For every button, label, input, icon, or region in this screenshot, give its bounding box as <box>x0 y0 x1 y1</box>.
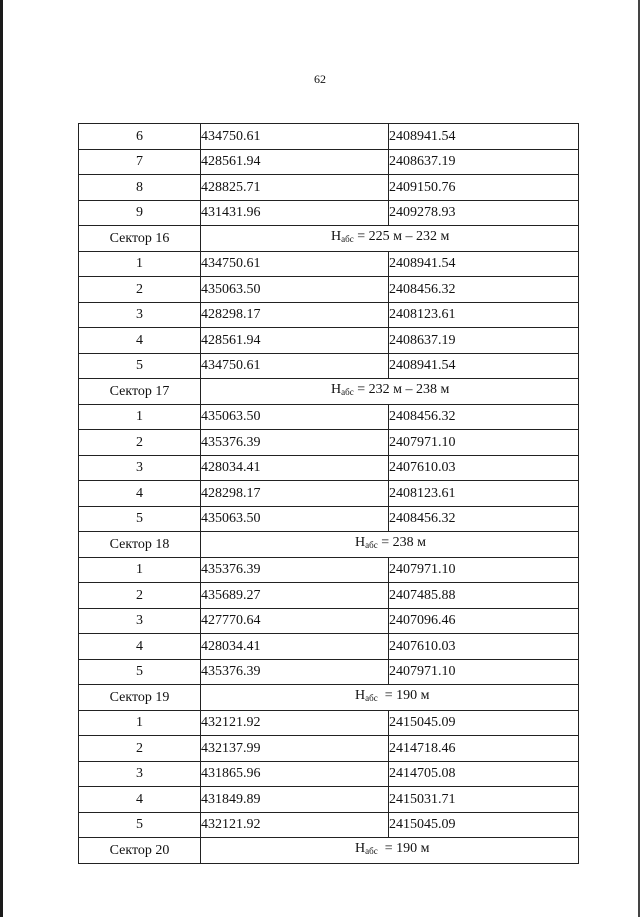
x-coordinate-cell: 434750.61 <box>201 124 389 150</box>
x-coordinate-cell: 435063.50 <box>201 506 389 532</box>
y-coordinate-cell: 2407971.10 <box>389 557 579 583</box>
table-row <box>79 302 579 328</box>
altitude-symbol: Н <box>331 381 342 397</box>
altitude-symbol: Н <box>355 687 366 703</box>
table-row <box>79 736 579 762</box>
x-coordinate-cell: 428034.41 <box>201 455 389 481</box>
table-row <box>79 761 579 787</box>
altitude-subscript: абс <box>365 539 378 550</box>
point-number-cell: 4 <box>79 787 201 813</box>
y-coordinate-cell: 2408456.32 <box>389 506 579 532</box>
point-number-cell: 5 <box>79 812 201 838</box>
y-coordinate-cell: 2408941.54 <box>389 353 579 379</box>
x-coordinate-cell: 428298.17 <box>201 302 389 328</box>
point-number-cell: 4 <box>79 481 201 507</box>
coordinates-table <box>78 123 579 864</box>
point-number-cell: 6 <box>79 124 201 150</box>
sector-row <box>79 838 579 864</box>
table-row <box>79 251 579 277</box>
altitude-subscript: абс <box>365 845 378 856</box>
sector-label-cell: Сектор 16 <box>79 226 201 252</box>
x-coordinate-cell: 435376.39 <box>201 430 389 456</box>
altitude-value: = 190 м <box>377 687 430 703</box>
x-coordinate-cell: 435376.39 <box>201 557 389 583</box>
altitude-subscript: абс <box>341 233 354 244</box>
table-row <box>79 608 579 634</box>
x-coordinate-cell: 428561.94 <box>201 149 389 175</box>
x-coordinate-cell: 435063.50 <box>201 404 389 430</box>
point-number-cell: 9 <box>79 200 201 226</box>
y-coordinate-cell: 2408456.32 <box>389 277 579 303</box>
coordinates-table-body <box>79 124 579 864</box>
sector-row <box>79 685 579 711</box>
y-coordinate-cell: 2407096.46 <box>389 608 579 634</box>
altitude-subscript: абс <box>341 386 354 397</box>
point-number-cell: 2 <box>79 277 201 303</box>
sector-label-cell: Сектор 18 <box>79 532 201 558</box>
point-number-cell: 1 <box>79 557 201 583</box>
altitude-range-cell <box>201 226 579 252</box>
point-number-cell: 4 <box>79 634 201 660</box>
x-coordinate-cell: 431849.89 <box>201 787 389 813</box>
y-coordinate-cell: 2409150.76 <box>389 175 579 201</box>
point-number-cell: 3 <box>79 761 201 787</box>
table-row <box>79 328 579 354</box>
x-coordinate-cell: 434750.61 <box>201 251 389 277</box>
x-coordinate-cell: 435689.27 <box>201 583 389 609</box>
table-row <box>79 200 579 226</box>
altitude-value: = 232 м – 238 м <box>353 381 450 397</box>
sector-label-cell: Сектор 20 <box>79 838 201 864</box>
point-number-cell: 8 <box>79 175 201 201</box>
x-coordinate-cell: 428034.41 <box>201 634 389 660</box>
table-row <box>79 710 579 736</box>
y-coordinate-cell: 2408941.54 <box>389 124 579 150</box>
altitude-range-cell <box>201 379 579 405</box>
table-row <box>79 430 579 456</box>
y-coordinate-cell: 2408123.61 <box>389 302 579 328</box>
altitude-value: = 225 м – 232 м <box>353 228 450 244</box>
point-number-cell: 7 <box>79 149 201 175</box>
y-coordinate-cell: 2408941.54 <box>389 251 579 277</box>
y-coordinate-cell: 2415031.71 <box>389 787 579 813</box>
y-coordinate-cell: 2415045.09 <box>389 710 579 736</box>
altitude-symbol: Н <box>331 228 342 244</box>
table-row <box>79 557 579 583</box>
sector-label-cell: Сектор 19 <box>79 685 201 711</box>
y-coordinate-cell: 2407610.03 <box>389 634 579 660</box>
altitude-range-cell <box>201 532 579 558</box>
table-row <box>79 124 579 150</box>
point-number-cell: 2 <box>79 430 201 456</box>
x-coordinate-cell: 428561.94 <box>201 328 389 354</box>
point-number-cell: 1 <box>79 710 201 736</box>
y-coordinate-cell: 2408637.19 <box>389 149 579 175</box>
x-coordinate-cell: 432121.92 <box>201 710 389 736</box>
table-row <box>79 481 579 507</box>
point-number-cell: 5 <box>79 659 201 685</box>
point-number-cell: 2 <box>79 736 201 762</box>
y-coordinate-cell: 2407610.03 <box>389 455 579 481</box>
x-coordinate-cell: 431431.96 <box>201 200 389 226</box>
table-row <box>79 812 579 838</box>
page-number: 62 <box>314 72 326 86</box>
table-row <box>79 277 579 303</box>
x-coordinate-cell: 431865.96 <box>201 761 389 787</box>
table-row <box>79 634 579 660</box>
point-number-cell: 5 <box>79 506 201 532</box>
table-row <box>79 583 579 609</box>
y-coordinate-cell: 2407971.10 <box>389 659 579 685</box>
point-number-cell: 3 <box>79 608 201 634</box>
point-number-cell: 3 <box>79 455 201 481</box>
altitude-range-cell <box>201 685 579 711</box>
x-coordinate-cell: 428825.71 <box>201 175 389 201</box>
table-row <box>79 506 579 532</box>
sector-row <box>79 379 579 405</box>
point-number-cell: 1 <box>79 404 201 430</box>
point-number-cell: 4 <box>79 328 201 354</box>
y-coordinate-cell: 2408456.32 <box>389 404 579 430</box>
y-coordinate-cell: 2407485.88 <box>389 583 579 609</box>
x-coordinate-cell: 435376.39 <box>201 659 389 685</box>
altitude-value: = 190 м <box>377 840 430 856</box>
y-coordinate-cell: 2414705.08 <box>389 761 579 787</box>
x-coordinate-cell: 434750.61 <box>201 353 389 379</box>
table-row <box>79 149 579 175</box>
sector-row <box>79 226 579 252</box>
altitude-symbol: Н <box>355 840 366 856</box>
y-coordinate-cell: 2407971.10 <box>389 430 579 456</box>
x-coordinate-cell: 428298.17 <box>201 481 389 507</box>
x-coordinate-cell: 432121.92 <box>201 812 389 838</box>
y-coordinate-cell: 2415045.09 <box>389 812 579 838</box>
point-number-cell: 2 <box>79 583 201 609</box>
point-number-cell: 5 <box>79 353 201 379</box>
sector-row <box>79 532 579 558</box>
altitude-value: = 238 м <box>377 534 426 550</box>
y-coordinate-cell: 2409278.93 <box>389 200 579 226</box>
table-row <box>79 787 579 813</box>
altitude-symbol: Н <box>355 534 366 550</box>
y-coordinate-cell: 2408123.61 <box>389 481 579 507</box>
scan-edge-left <box>0 0 3 917</box>
x-coordinate-cell: 432137.99 <box>201 736 389 762</box>
x-coordinate-cell: 427770.64 <box>201 608 389 634</box>
y-coordinate-cell: 2408637.19 <box>389 328 579 354</box>
altitude-range-cell <box>201 838 579 864</box>
table-row <box>79 353 579 379</box>
point-number-cell: 1 <box>79 251 201 277</box>
point-number-cell: 3 <box>79 302 201 328</box>
x-coordinate-cell: 435063.50 <box>201 277 389 303</box>
table-row <box>79 404 579 430</box>
altitude-subscript: абс <box>365 692 378 703</box>
table-row <box>79 175 579 201</box>
table-row <box>79 659 579 685</box>
sector-label-cell: Сектор 17 <box>79 379 201 405</box>
table-row <box>79 455 579 481</box>
y-coordinate-cell: 2414718.46 <box>389 736 579 762</box>
